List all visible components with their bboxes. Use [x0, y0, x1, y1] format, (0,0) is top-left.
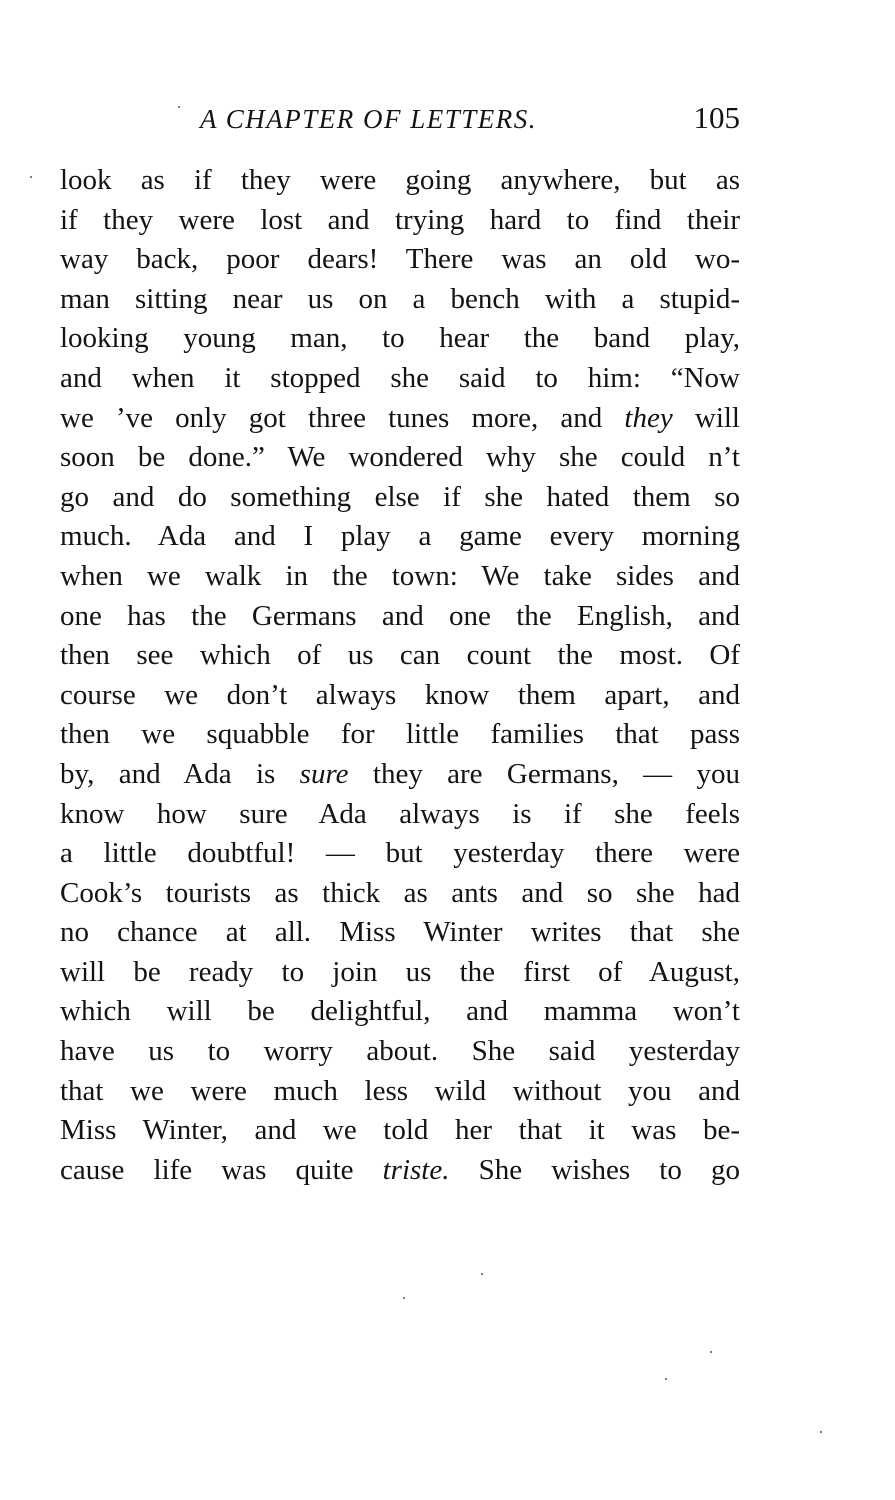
text-line: Cook’s tourists as thick as ants and so she had [60, 876, 740, 909]
text-line: soon be done.” We wondered why she could n’t [60, 441, 740, 474]
text-line: no chance at all. Miss Winter writes that she [60, 916, 740, 949]
body-text [60, 161, 740, 1190]
italic-emphasis: they [624, 401, 673, 434]
text-line: go and do something else if she hated them so [60, 480, 740, 513]
text-line: course we don’t always know them apart, and [60, 678, 740, 711]
running-title: A CHAPTER OF LETTERS. [200, 104, 538, 134]
text-line: much. Ada and I play a game every morning [60, 520, 740, 553]
page-number: 105 [693, 100, 740, 135]
text-line: will be ready to join us the first of August, [60, 955, 740, 988]
text-line: know how sure Ada always is if she feels [60, 797, 740, 830]
scan-speck [178, 106, 180, 108]
text-line: if they were lost and trying hard to find their [60, 203, 740, 236]
scan-speck [820, 1431, 822, 1433]
text-line: have us to worry about. She said yesterday [60, 1035, 740, 1068]
text-line: which will be delightful, and mamma won’t [60, 995, 740, 1028]
scan-speck [481, 1273, 483, 1275]
text-line: and when it stopped she said to him: “Now [60, 361, 740, 394]
text-line: then see which of us can count the most. Of [60, 639, 740, 672]
text-line: then we squabble for little families that pass [60, 718, 740, 751]
text-line: a little doubtful! — but yesterday there were [60, 837, 740, 870]
running-head [60, 100, 740, 144]
text-line: way back, poor dears! There was an old wo- [60, 243, 740, 276]
text-line: one has the Germans and one the English, and [60, 599, 740, 632]
text-line: that we were much less wild without you and [60, 1074, 740, 1107]
text-line: man sitting near us on a bench with a stupid- [60, 282, 740, 315]
text-line: look as if they were going anywhere, but as [60, 164, 740, 196]
text-line: by, and Ada is sure they are Germans, — you [60, 757, 740, 790]
text-line: looking young man, to hear the band play, [60, 322, 740, 355]
italic-emphasis: sure [299, 757, 349, 790]
text-line: when we walk in the town: We take sides and [60, 559, 740, 592]
text-line: Miss Winter, and we told her that it was be- [60, 1114, 740, 1147]
scan-speck [710, 1351, 712, 1353]
italic-emphasis: triste. [382, 1153, 450, 1186]
scan-speck [30, 176, 32, 178]
scan-speck [403, 1297, 405, 1299]
text-line: cause life was quite triste. She wishes to go [60, 1153, 740, 1186]
text-line: we ’ve only got three tunes more, and they will [60, 401, 740, 434]
scan-speck [665, 1378, 667, 1380]
